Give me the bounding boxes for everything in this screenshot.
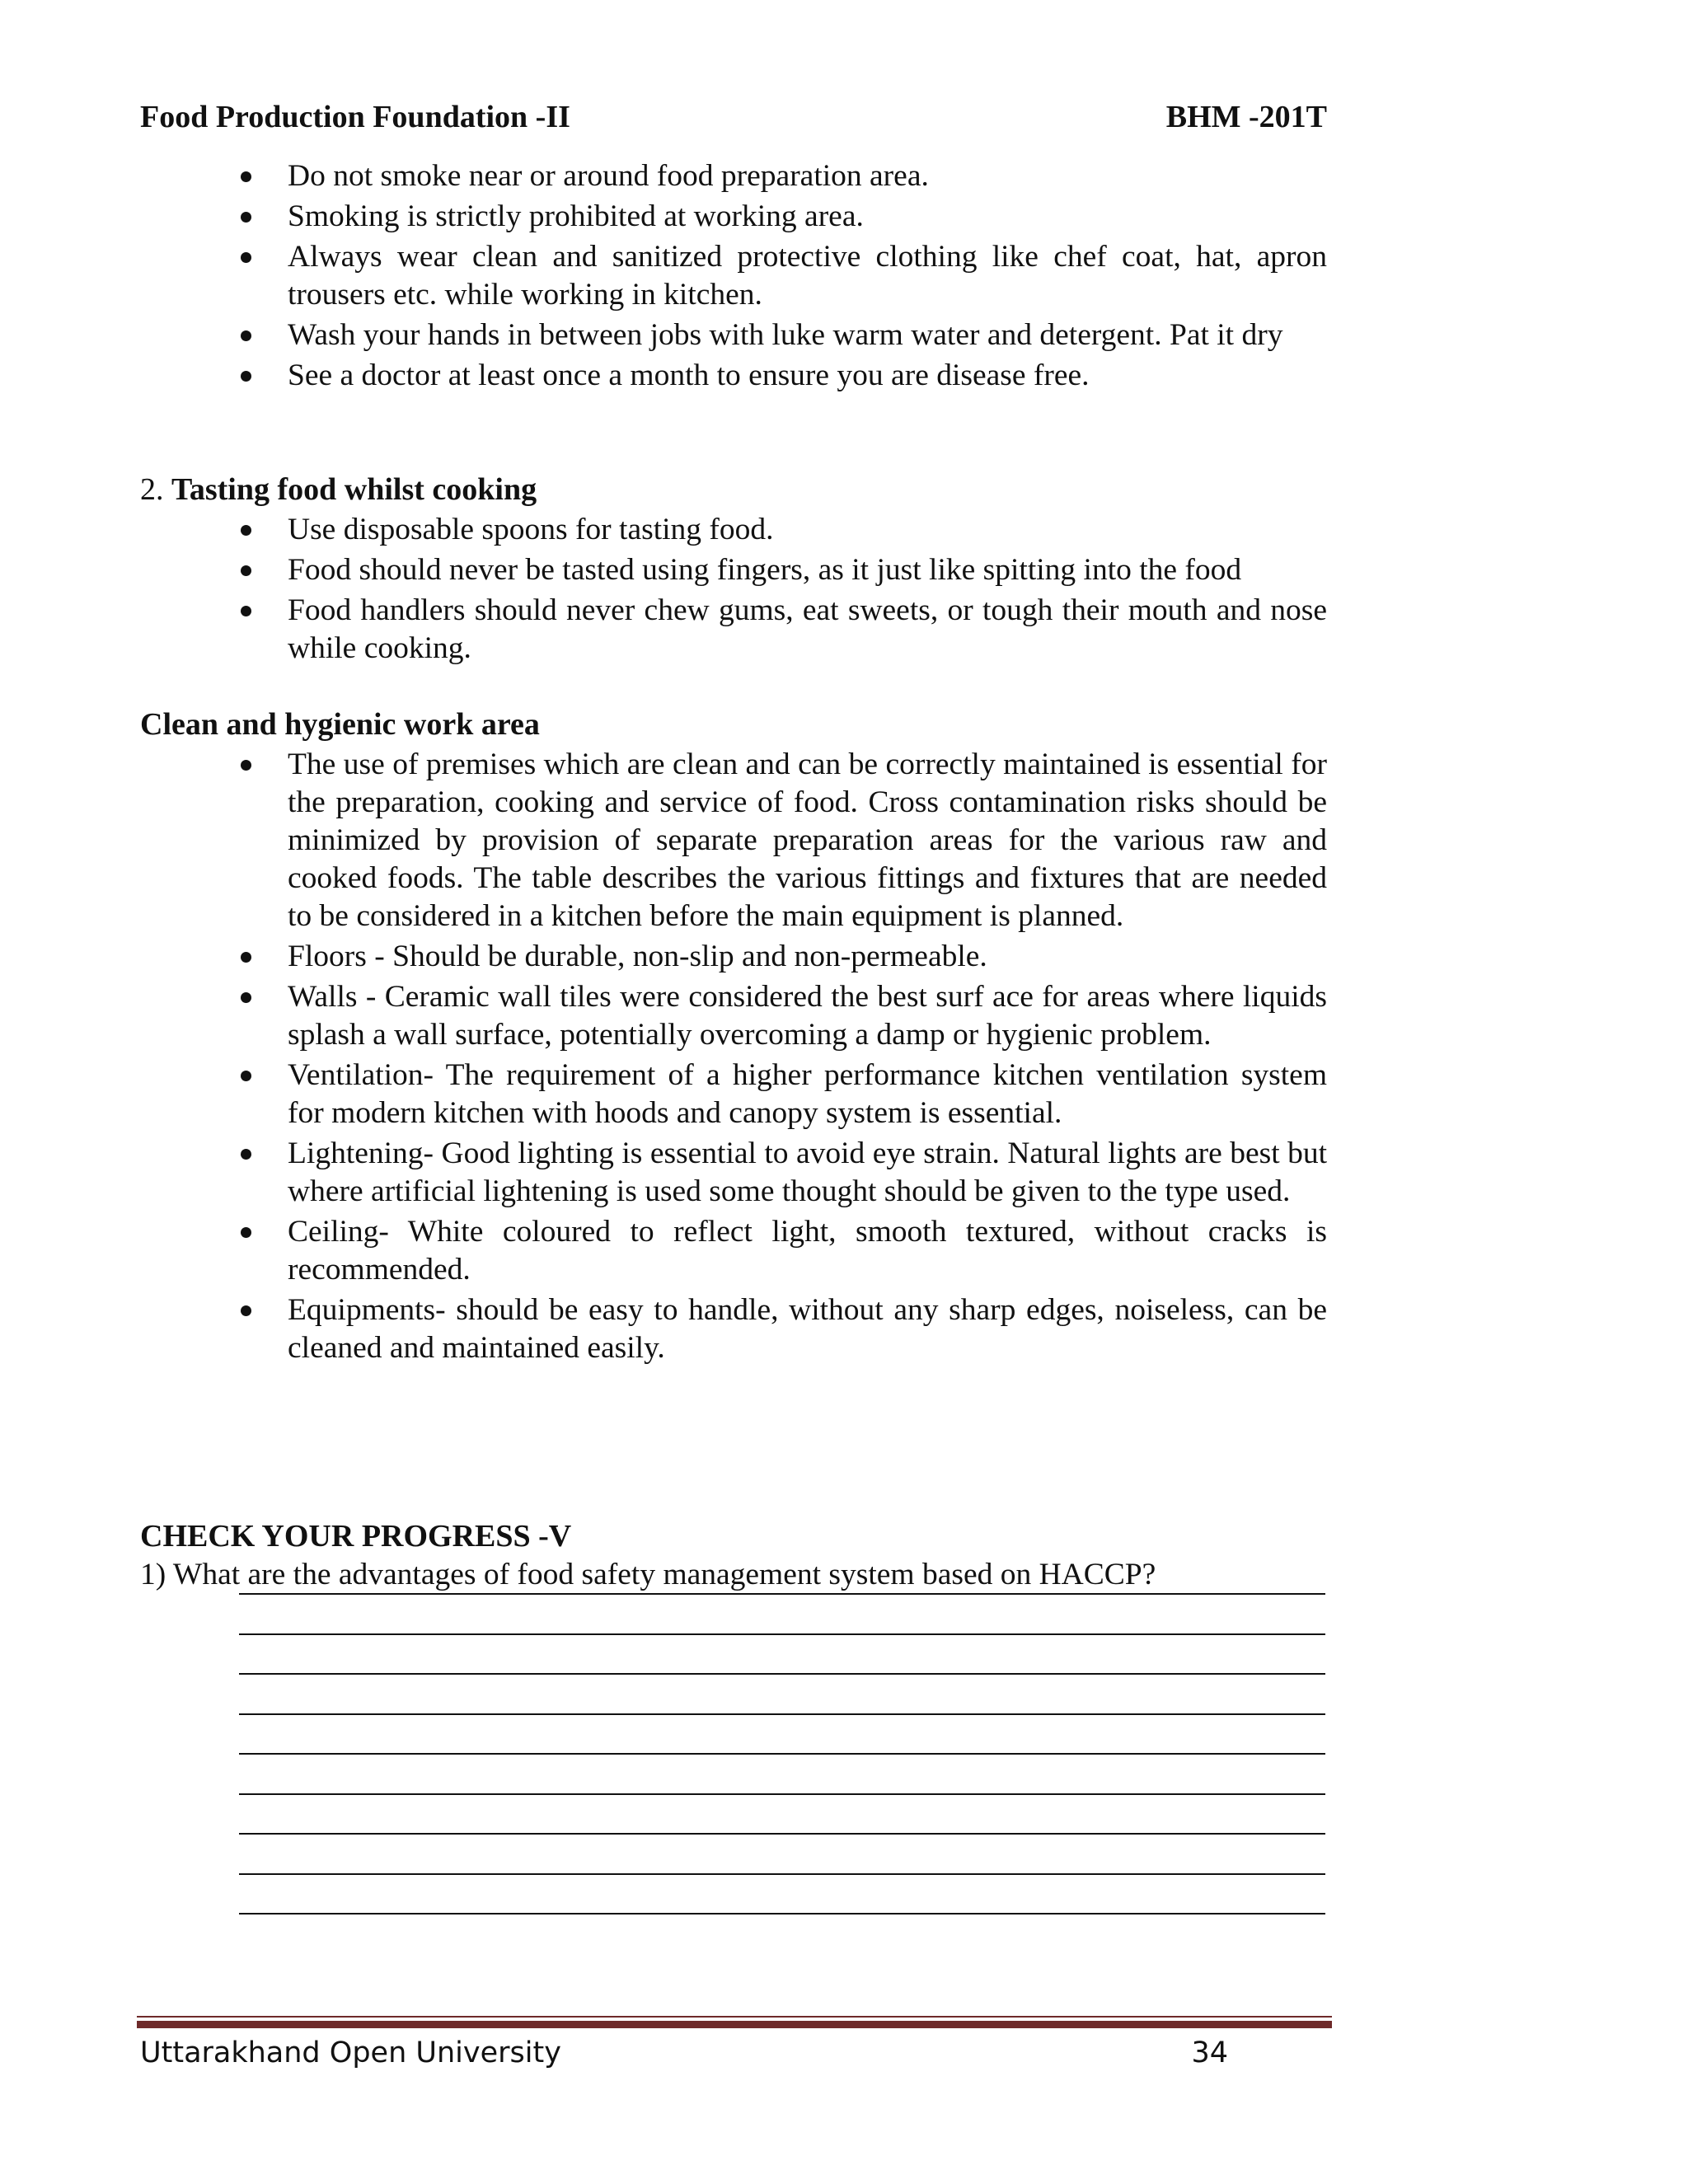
bullet-icon: [241, 606, 251, 616]
list-item: Always wear clean and sanitized protective clothing like chef coat, hat, apron trousers etc. while working in kitchen.: [140, 238, 1327, 314]
list-item: Ventilation- The requirement of a higher performance kitchen ventilation system for modern kitchen with hoods and canopy system is essential.: [140, 1057, 1327, 1132]
list-item: Smoking is strictly prohibited at working area.: [140, 198, 1327, 236]
work-area-list: [140, 746, 1327, 1370]
list-item: Use disposable spoons for tasting food.: [140, 511, 1327, 549]
answer-line[interactable]: [239, 1673, 1325, 1675]
bullet-icon: [241, 1305, 251, 1316]
answer-line[interactable]: [239, 1753, 1325, 1755]
university-name: Uttarakhand Open University: [140, 2036, 561, 2069]
bullet-icon: [241, 525, 251, 536]
bullet-icon: [241, 1071, 251, 1081]
answer-line[interactable]: [239, 1873, 1325, 1875]
progress-heading: CHECK YOUR PROGRESS -V: [140, 1519, 572, 1554]
footer-divider: [137, 2016, 1332, 2018]
list-item: Food should never be tasted using fingers, as it just like spitting into the food: [140, 551, 1327, 589]
page-header: [140, 97, 1327, 137]
answer-line[interactable]: [239, 1633, 1325, 1635]
list-item: Wash your hands in between jobs with luke warm water and detergent. Pat it dry: [140, 316, 1327, 354]
list-item: Equipments- should be easy to handle, without any sharp edges, noiseless, can be cleaned and maintained easily.: [140, 1291, 1327, 1367]
section-number: 2.: [140, 472, 164, 507]
answer-line[interactable]: [239, 1793, 1325, 1795]
section-heading-tasting: [140, 470, 537, 509]
hygiene-rules-list: [140, 157, 1327, 397]
list-item: Lightening- Good lighting is essential to avoid eye strain. Natural lights are best but where artificial lightening is used some thought should be given to the type used.: [140, 1135, 1327, 1211]
bullet-icon: [241, 760, 251, 771]
tasting-rules-list: [140, 511, 1327, 670]
list-item: Walls - Ceramic wall tiles were considered the best surf ace for areas where liquids splash a wall surface, potentially overcoming a damp or hygienic problem.: [140, 978, 1327, 1054]
bullet-icon: [241, 1149, 251, 1160]
list-item: Floors - Should be durable, non-slip and non-permeable.: [140, 938, 1327, 976]
footer-divider-thick: [137, 2021, 1332, 2028]
list-item: The use of premises which are clean and can be correctly maintained is essential for the preparation, cooking and service of food. Cross contamination risks should be minimized by provision of separate preparation areas for the various raw and cooked foods. The table describes the various fittings and fixtures that are needed to be considered in a kitchen before the main equipment is planned.: [140, 746, 1327, 935]
answer-line[interactable]: [239, 1833, 1325, 1835]
list-item: See a doctor at least once a month to ensure you are disease free.: [140, 357, 1327, 395]
bullet-icon: [241, 171, 251, 182]
bullet-icon: [241, 330, 251, 341]
bullet-icon: [241, 212, 251, 223]
answer-line[interactable]: [239, 1593, 1325, 1595]
bullet-icon: [241, 252, 251, 263]
answer-line[interactable]: [239, 1913, 1325, 1915]
section-heading-work-area: Clean and hygienic work area: [140, 707, 540, 742]
page-footer: [140, 2034, 1228, 2072]
course-code: BHM -201T: [1165, 100, 1327, 134]
section-title: Tasting food whilst cooking: [171, 472, 537, 507]
bullet-icon: [241, 1227, 251, 1238]
answer-lines: [239, 1593, 1325, 1953]
course-title: Food Production Foundation -II: [140, 100, 570, 134]
list-item: Food handlers should never chew gums, eat sweets, or tough their mouth and nose while cooking.: [140, 592, 1327, 668]
progress-question: 1) What are the advantages of food safety management system based on HACCP?: [140, 1558, 1156, 1591]
answer-line[interactable]: [239, 1713, 1325, 1715]
list-item: Ceiling- White coloured to reflect light, smooth textured, without cracks is recommended.: [140, 1213, 1327, 1289]
bullet-icon: [241, 952, 251, 963]
page-number: 34: [1191, 2036, 1228, 2069]
bullet-icon: [241, 565, 251, 576]
bullet-icon: [241, 371, 251, 382]
bullet-icon: [241, 992, 251, 1003]
list-item: Do not smoke near or around food preparation area.: [140, 157, 1327, 195]
